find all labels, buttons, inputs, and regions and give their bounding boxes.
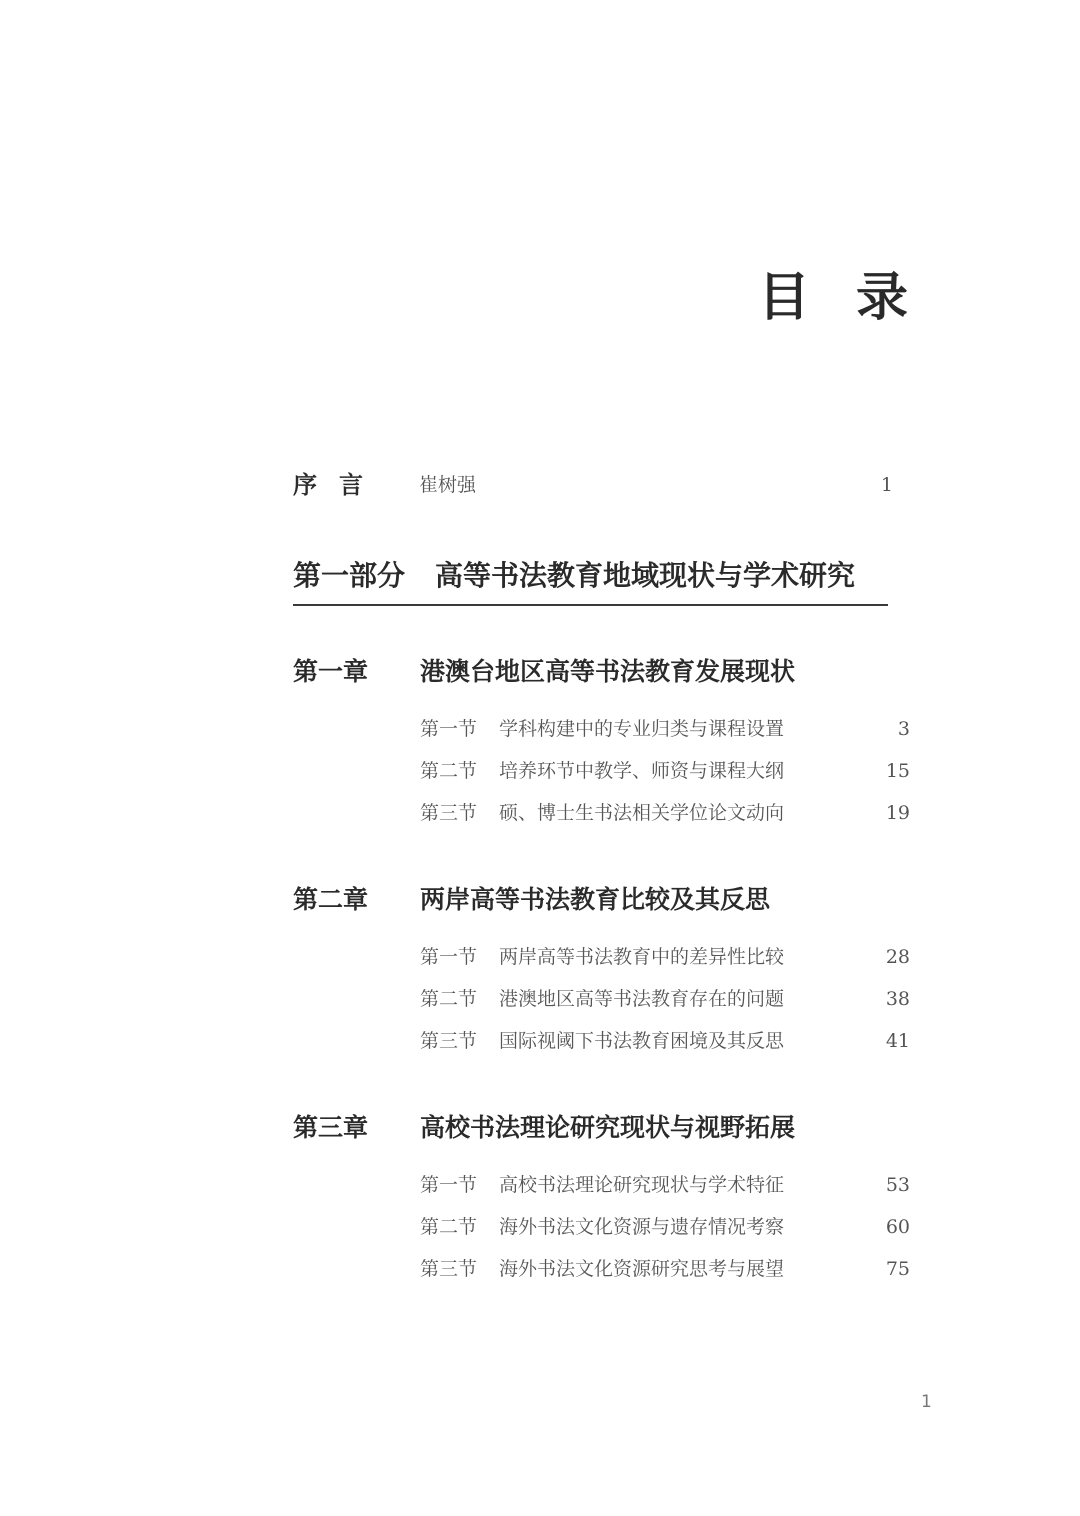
toc-section-entry[interactable] <box>293 750 913 792</box>
section-number: 第三节 <box>420 1258 478 1280</box>
chapter-number: 第二章 <box>293 885 369 914</box>
section-number: 第二节 <box>420 760 478 782</box>
section-title: 两岸高等书法教育中的差异性比较 <box>499 946 785 968</box>
toc-section-entry[interactable] <box>293 936 913 978</box>
page-title: 目录 <box>757 267 954 328</box>
toc-section-entry[interactable] <box>293 708 913 750</box>
section-page-number: 38 <box>885 988 910 1010</box>
section-number: 第二节 <box>420 988 478 1010</box>
section-number: 第一节 <box>420 718 478 740</box>
chapter-heading[interactable] <box>293 880 913 920</box>
page-number: 1 <box>921 1392 932 1412</box>
chapter-heading[interactable] <box>293 652 913 692</box>
chapter-title: 高校书法理论研究现状与视野拓展 <box>420 1113 796 1142</box>
section-number: 第三节 <box>420 802 478 824</box>
chapter-number: 第三章 <box>293 1113 369 1142</box>
part-number: 第一部分 <box>293 559 406 592</box>
chapter-title: 两岸高等书法教育比较及其反思 <box>420 885 771 914</box>
section-number: 第二节 <box>420 1216 478 1238</box>
section-title: 海外书法文化资源研究思考与展望 <box>499 1258 785 1280</box>
toc-preface-entry[interactable] <box>293 468 893 502</box>
toc-section-entry[interactable] <box>293 1164 913 1206</box>
section-title: 硕、博士生书法相关学位论文动向 <box>499 802 785 824</box>
section-page-number: 15 <box>885 760 910 782</box>
section-number: 第三节 <box>420 1030 478 1052</box>
preface-author: 崔树强 <box>419 474 477 496</box>
section-title: 高校书法理论研究现状与学术特征 <box>499 1174 785 1196</box>
preface-label: 序言 <box>293 470 385 499</box>
toc-section-entry[interactable] <box>293 978 913 1020</box>
toc-section-entry[interactable] <box>293 1206 913 1248</box>
section-page-number: 19 <box>885 802 910 824</box>
chapter-heading[interactable] <box>293 1108 913 1148</box>
chapter-1 <box>293 652 913 834</box>
section-page-number: 28 <box>885 946 910 968</box>
section-page-number: 60 <box>885 1216 910 1238</box>
section-title: 国际视阈下书法教育困境及其反思 <box>499 1030 785 1052</box>
section-title: 培养环节中教学、师资与课程大纲 <box>499 760 785 782</box>
section-number: 第一节 <box>420 946 478 968</box>
preface-page-number: 1 <box>880 474 893 496</box>
section-number: 第一节 <box>420 1174 478 1196</box>
section-page-number: 53 <box>885 1174 910 1196</box>
section-page-number: 75 <box>885 1258 910 1280</box>
section-page-number: 3 <box>897 718 910 740</box>
section-title: 海外书法文化资源与遗存情况考察 <box>499 1216 785 1238</box>
toc-section-entry[interactable] <box>293 1248 913 1290</box>
part-heading <box>293 556 888 606</box>
chapter-number: 第一章 <box>293 657 369 686</box>
chapter-3 <box>293 1108 913 1290</box>
toc-section-entry[interactable] <box>293 1020 913 1062</box>
section-title: 港澳地区高等书法教育存在的问题 <box>499 988 785 1010</box>
chapter-2 <box>293 880 913 1062</box>
toc-section-entry[interactable] <box>293 792 913 834</box>
part-title: 高等书法教育地域现状与学术研究 <box>435 559 856 592</box>
section-title: 学科构建中的专业归类与课程设置 <box>499 718 785 740</box>
section-list <box>293 1164 913 1290</box>
chapter-title: 港澳台地区高等书法教育发展现状 <box>420 657 796 686</box>
section-page-number: 41 <box>885 1030 910 1052</box>
section-list <box>293 936 913 1062</box>
section-list <box>293 708 913 834</box>
